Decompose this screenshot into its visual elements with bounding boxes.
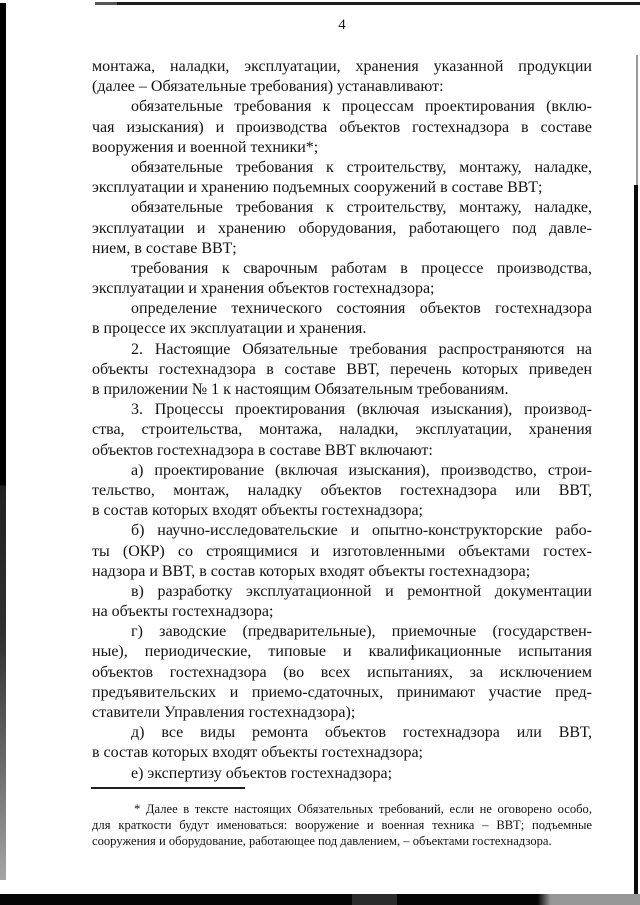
text-line: на объекты гостехнадзора; — [92, 603, 274, 621]
text-line: обязательные требования к строительству, монтажу, наладке, — [131, 158, 592, 176]
text-line: объектов гостехнадзора (во всех испытаниях, за исключением — [92, 663, 592, 681]
text-line: в состав которых входят объекты гостехнадзора; — [92, 502, 423, 520]
footnote — [92, 801, 592, 850]
text-line: в процессе их эксплуатации и хранения. — [92, 320, 367, 338]
text-line: е) экспертизу объектов гостехнадзора; — [131, 764, 393, 782]
text-line: вооружения и военной техники*; — [92, 138, 319, 156]
text-line: чая изыскания) и производства объектов гостехнадзора в составе — [92, 118, 592, 136]
text-line: в) разработку эксплуатационной и ремонтной документации — [131, 582, 592, 600]
scan-edge-top — [95, 2, 640, 5]
text-line: для краткости будут именоваться: вооружение и военная техника – ВВТ; подъемные — [92, 818, 592, 833]
text-line: эксплуатации и хранения объектов гостехнадзора; — [92, 280, 435, 298]
text-line: * Далее в тексте настоящих Обязательных требований, если не оговорено особо, — [134, 802, 592, 816]
text-line: ные), периодические, типовые и квалификационные испытания — [92, 643, 592, 661]
text-line: обязательные требования к строительству, монтажу, наладке, — [131, 199, 592, 217]
text-line: б) научно-исследовательские и опытно-конструкторские рабо- — [131, 522, 592, 540]
text-line: 3. Процессы проектирования (включая изыскания), производ- — [131, 401, 592, 419]
text-line: в состав которых входят объекты гостехнадзора; — [92, 744, 423, 762]
text-line: 2. Настоящие Обязательные требования распространяются на — [131, 340, 592, 358]
scan-edge-right — [634, 185, 638, 897]
text-line: г) заводские (предварительные), приемочные (государствен- — [131, 623, 592, 641]
scan-edge-right-faint — [636, 55, 638, 187]
footnote-separator — [91, 787, 245, 789]
scan-edge-bottom — [0, 894, 640, 905]
text-line: ставители Управления гостехнадзора); — [92, 704, 356, 721]
text-line: монтажа, наладки, эксплуатации, хранения указанной продукции — [92, 58, 592, 75]
text-line: эксплуатации и хранению подъемных сооружений в составе ВВТ; — [92, 179, 543, 197]
document-body — [92, 57, 592, 784]
text-line: надзора и ВВТ, в состав которых входят объекты гостехнадзора; — [92, 562, 531, 580]
text-line: предъявительских и приемо-сдаточных, принимают участие пред- — [92, 683, 592, 701]
text-line: (далее – Обязательные требования) устанавливают: — [92, 78, 444, 96]
text-line: объектов гостехнадзора в составе ВВТ включают: — [92, 441, 433, 459]
text-line: нием, в составе ВВТ; — [92, 239, 237, 257]
page-number: 4 — [338, 17, 346, 33]
text-line: ства, строительства, монтажа, наладки, эксплуатации, хранения — [92, 421, 592, 439]
text-line: тельство, монтаж, наладку объектов гостехнадзора или ВВТ, — [92, 481, 592, 499]
text-line: обязательные требования к процессам проектирования (вклю- — [131, 98, 592, 116]
text-line: д) все виды ремонта объектов гостехнадзора или ВВТ, — [131, 724, 592, 742]
scan-edge-left — [0, 3, 6, 880]
text-line: требования к сварочным работам в процессе производства, — [131, 259, 592, 277]
text-line: сооружения и оборудование, работающее под давлением, – объектами гостехнадзора. — [92, 834, 552, 849]
text-line: ты (ОКР) со строящимися и изготовленными объектами гостех- — [92, 542, 592, 560]
text-line: эксплуатации и хранению оборудования, работающего под давле- — [92, 219, 592, 237]
text-line: объекты гостехнадзора в составе ВВТ, перечень которых приведен — [92, 360, 592, 378]
text-line: а) проектирование (включая изыскания), производство, строи- — [131, 461, 592, 479]
text-line: определение технического состояния объектов гостехнадзора — [131, 300, 592, 318]
text-line: в приложении № 1 к настоящим Обязательным требованиям. — [92, 381, 509, 398]
